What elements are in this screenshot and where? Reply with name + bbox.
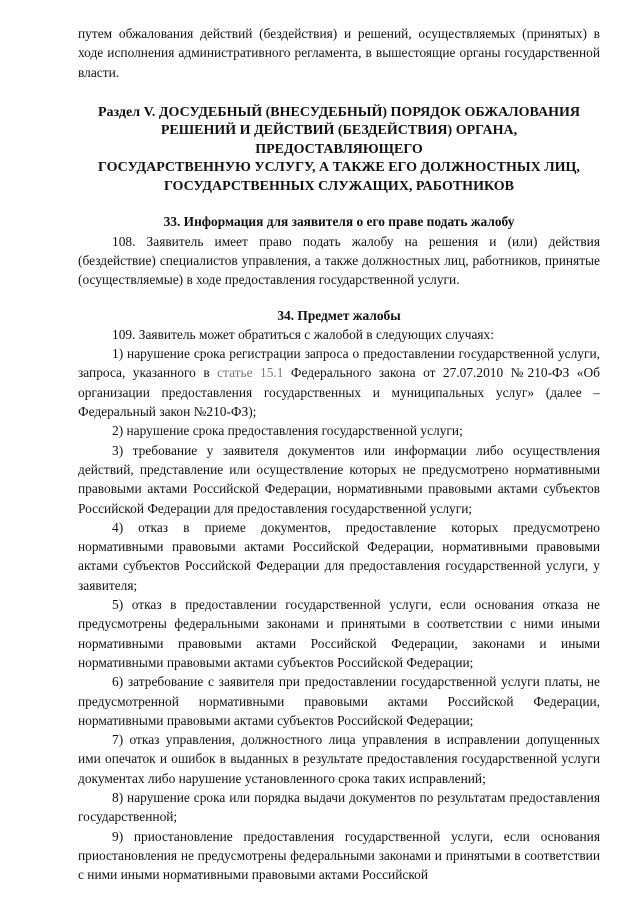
list-item-3: 3) требование у заявителя документов или информации либо осуществления действий, представление или осуществление которых не предусмотрено нормативными правовыми актами Российской Федерации, нормативными правовыми актами субъектов Российской Федерации для предоставления государственной услуги; <box>78 442 600 516</box>
section-title-line: Раздел V. ДОСУДЕБНЫЙ (ВНЕСУДЕБНЫЙ) ПОРЯДОК ОБЖАЛОВАНИЯ <box>98 104 580 120</box>
section-title-line: ПРЕДОСТАВЛЯЮЩЕГО <box>255 141 423 157</box>
paragraph-109: 109. Заявитель может обратиться с жалобой в следующих случаях: <box>112 326 494 342</box>
list-item-6: 6) затребование с заявителя при предоставлении государственной услуги платы, не предусмотренной нормативными правовыми актами Российской Федерации, нормативными правовыми актами субъектов Российской Федерации; <box>78 674 600 728</box>
paragraph-108: 108. Заявитель имеет право подать жалобу на решения и (или) действия (бездействие) специалистов управления, а также должностных лиц, работников, принятые (осуществляемые) в ходе предоставления государственной услуги. <box>78 233 600 288</box>
list-item-1-text-before: 1) нарушение срока регистрации запроса о предоставлении государственной услуги, запроса, указанного в <box>78 346 600 381</box>
intro-paragraph: путем обжалования действий (бездействия) и решений, осуществляемых (принятых) в ходе исполнения административного регламента, в вышестоящие органы государственной власти. <box>78 26 600 80</box>
section-title-line: РЕШЕНИЙ И ДЕЙСТВИЙ (БЕЗДЕЙСТВИЯ) ОРГАНА, <box>160 123 518 139</box>
section-title-line: ГОСУДАРСТВЕННЫХ СЛУЖАЩИХ, РАБОТНИКОВ <box>164 178 514 194</box>
list-item-9: 9) приостановление предоставления государственной услуги, если основания приостановления не предусмотрены федеральными законами и принятыми в соответствии с ними иными нормативными правовыми актами Российской <box>78 828 600 883</box>
section-title <box>78 104 600 197</box>
list-item-1 <box>78 344 600 421</box>
list-item-2: 2) нарушение срока предоставления государственной услуги; <box>112 423 463 439</box>
list-item-8: 8) нарушение срока или порядка выдачи документов по результатам предоставления государственной; <box>78 790 600 825</box>
list-item-5: 5) отказ в предоставлении государственной услуги, если основания отказа не предусмотрены федеральными законами и принятыми в соответствии с ними иными нормативными правовыми актами Российской Федерации, законами и иными нормативными правовыми актами субъектов Российской Федерации; <box>78 597 600 670</box>
article-link[interactable]: статье 15.1 <box>217 365 284 381</box>
heading-33: 33. Информация для заявителя о его праве подать жалобу <box>163 214 515 230</box>
list-item-7: 7) отказ управления, должностного лица управления в исправлении допущенных ими опечаток и ошибок в выданных в результате предоставления государственной услуги документах либо нарушение установленного срока таких исправлений; <box>78 732 600 786</box>
heading-34: 34. Предмет жалобы <box>277 307 401 323</box>
list-item-4: 4) отказ в приеме документов, предоставление которых предусмотрено нормативными правовыми актами Российской Федерации, нормативными правовыми актами субъектов Российской Федерации для предоставления государственной услуги, у заявителя; <box>78 519 600 593</box>
section-title-line: ГОСУДАРСТВЕННУЮ УСЛУГУ, А ТАКЖЕ ЕГО ДОЛЖНОСТНЫХ ЛИЦ, <box>98 160 580 176</box>
list-item-1-text-after: Федерального закона от 27.07.2010 №210-ФЗ «Об организации предоставления государственных и муниципальных услуг» (далее – Федеральный закон №210-ФЗ); <box>78 365 600 420</box>
